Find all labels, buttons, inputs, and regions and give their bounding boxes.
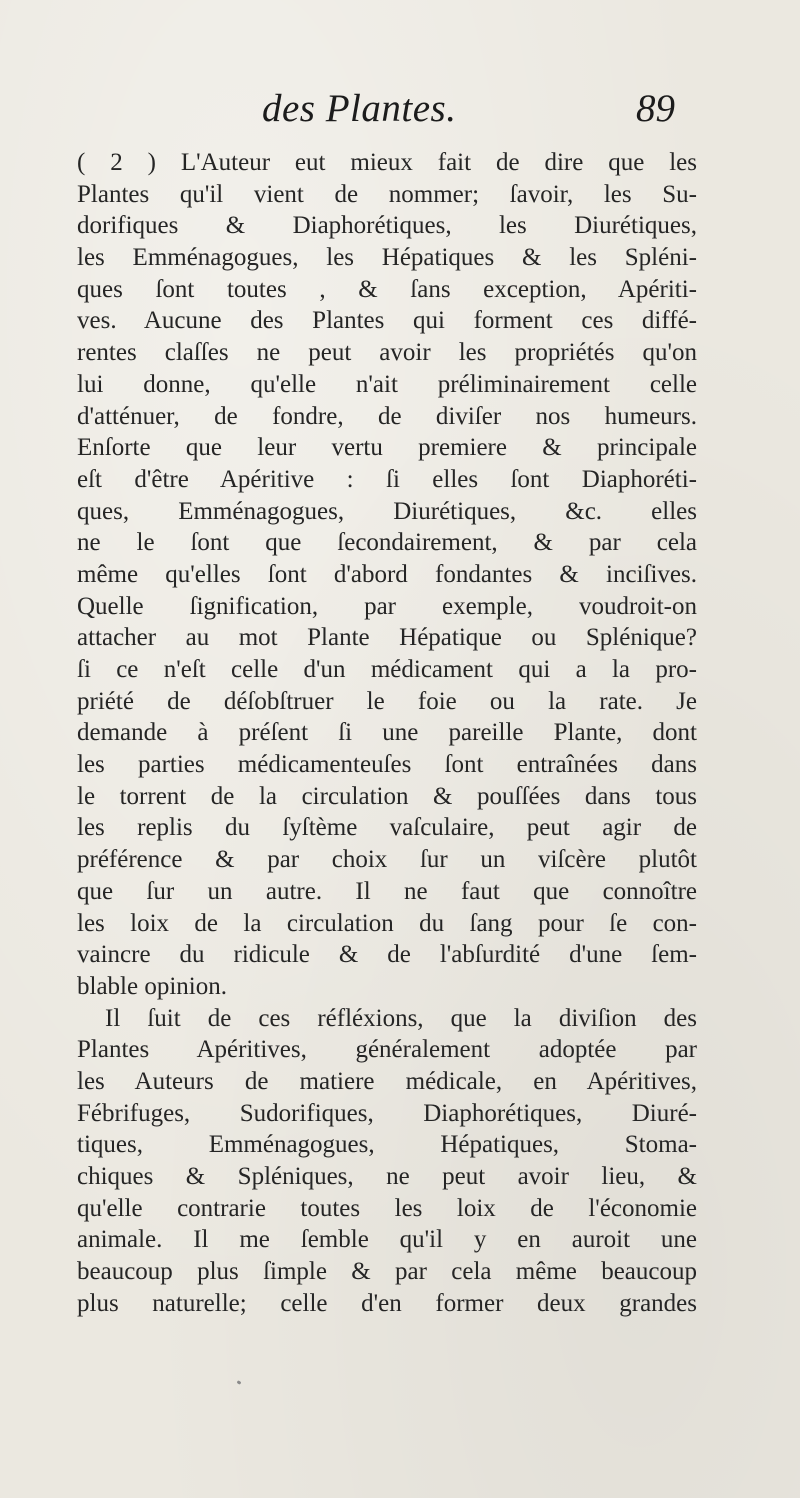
text-line: les loix de la circulation du ſang pour ſe con- bbox=[77, 909, 697, 937]
text-line: Plantes qu'il vient de nommer; ſavoir, les Su- bbox=[77, 180, 697, 208]
text-line: Quelle ſignification, par exemple, voudroit-on bbox=[77, 592, 697, 620]
text-line: dorifiques & Diaphorétiques, les Diurétiques, bbox=[77, 212, 697, 240]
text-line: lui donne, qu'elle n'ait préliminairement celle bbox=[77, 370, 697, 398]
text-line: blable opinion. bbox=[77, 972, 227, 1000]
paper-speck bbox=[237, 1380, 242, 1385]
text-line: ques, Emménagogues, Diurétiques, &c. elles bbox=[77, 497, 697, 525]
text-line: beaucoup plus ſimple & par cela même beaucoup bbox=[77, 1258, 697, 1286]
text-line: ques ſont toutes , & ſans exception, Apériti- bbox=[77, 275, 697, 303]
text-line: d'atténuer, de fondre, de diviſer nos humeurs. bbox=[77, 402, 697, 430]
text-line: eſt d'être Apéritive : ſi elles ſont Diaphoréti- bbox=[77, 465, 697, 493]
text-line: les replis du ſyſtème vaſculaire, peut agir de bbox=[77, 814, 697, 842]
text-line: Fébrifuges, Sudorifiques, Diaphorétiques, Diuré- bbox=[77, 1099, 697, 1127]
text-line: ves. Aucune des Plantes qui forment ces diffé- bbox=[77, 307, 697, 335]
text-line: ( 2 ) L'Auteur eut mieux fait de dire que les bbox=[77, 149, 697, 176]
running-head bbox=[0, 86, 800, 136]
text-line: Plantes Apéritives, généralement adoptée par bbox=[77, 1036, 697, 1064]
body-text bbox=[77, 147, 697, 1319]
text-line: Enſorte que leur vertu premiere & principale bbox=[77, 434, 697, 462]
text-line: vaincre du ridicule & de l'abſurdité d'une ſem- bbox=[77, 941, 697, 969]
text-line: que ſur un autre. Il ne faut que connoître bbox=[77, 877, 697, 905]
text-line: les Auteurs de matiere médicale, en Apéritives, bbox=[77, 1067, 697, 1095]
text-line: demande à préſent ſi une pareille Plante, dont bbox=[77, 719, 697, 747]
text-line: animale. Il me ſemble qu'il y en auroit une bbox=[77, 1226, 697, 1254]
text-line: ne le ſont que ſecondairement, & par cela bbox=[77, 529, 697, 557]
text-line: plus naturelle; celle d'en former deux grandes bbox=[77, 1289, 697, 1317]
text-line: chiques & Spléniques, ne peut avoir lieu, & bbox=[77, 1163, 697, 1190]
text-line: priété de déſobſtruer le foie ou la rate. Je bbox=[77, 687, 697, 715]
page-number: 89 bbox=[636, 87, 675, 130]
text-line: le torrent de la circulation & pouſſées dans tous bbox=[77, 782, 697, 810]
text-line: qu'elle contrarie toutes les loix de l'économie bbox=[77, 1194, 697, 1222]
text-line: tiques, Emménagogues, Hépatiques, Stoma- bbox=[77, 1131, 697, 1159]
text-line: ſi ce n'eſt celle d'un médicament qui a la pro- bbox=[77, 656, 697, 683]
text-line: rentes claſſes ne peut avoir les propriétés qu'on bbox=[77, 339, 697, 367]
text-line: même qu'elles ſont d'abord fondantes & inciſives. bbox=[77, 560, 697, 588]
text-line: Il ſuit de ces réfléxions, que la diviſion des bbox=[105, 1004, 697, 1032]
text-line: les Emménagogues, les Hépatiques & les Spléni- bbox=[77, 244, 697, 272]
text-line: attacher au mot Plante Hépatique ou Splénique? bbox=[77, 624, 697, 652]
text-line: préférence & par choix ſur un viſcère plutôt bbox=[77, 846, 697, 874]
text-line: les parties médicamenteuſes ſont entraînées dans bbox=[77, 751, 697, 779]
running-title: des Plantes. bbox=[262, 87, 457, 130]
